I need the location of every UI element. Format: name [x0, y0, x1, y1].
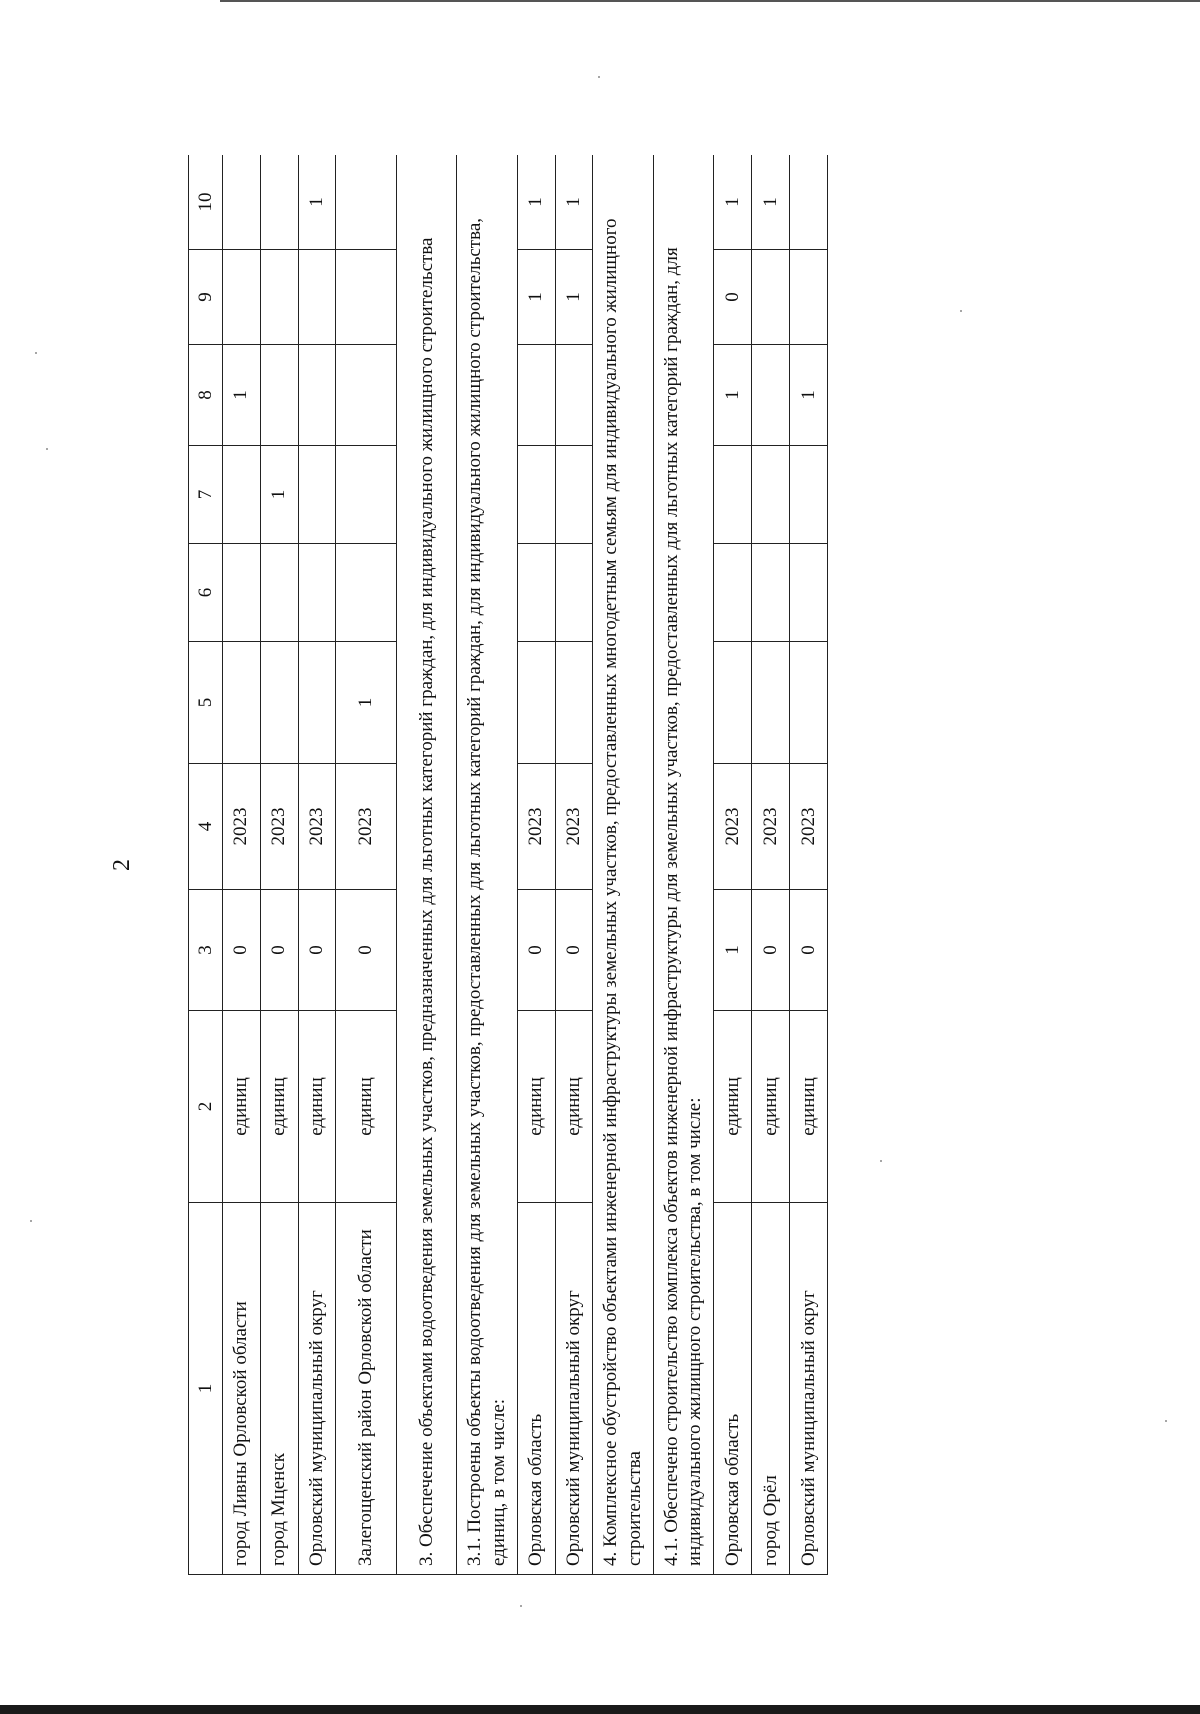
section-heading-4: 4. Комплексное обустройство объектами инженерной инфраструктуры земельных участков, предоставленных многодетным семьям для индивидуального жилищного строительства — [593, 155, 653, 1575]
scan-speck — [598, 76, 600, 78]
value-cell: 1 — [260, 446, 298, 544]
year-cell: 2023 — [517, 764, 555, 890]
header-cell: 5 — [189, 642, 223, 764]
value-cell: 1 — [517, 250, 555, 345]
value-cell — [714, 642, 752, 764]
year-cell: 2023 — [336, 764, 396, 890]
year-cell: 2023 — [260, 764, 298, 890]
value-cell — [260, 345, 298, 446]
year-cell: 2023 — [752, 764, 790, 890]
value-cell — [555, 446, 593, 544]
unit-cell: единиц — [260, 1011, 298, 1203]
unit-cell: единиц — [714, 1011, 752, 1203]
table-row — [336, 155, 396, 1575]
value-cell: 1 — [714, 890, 752, 1011]
unit-cell: единиц — [752, 1011, 790, 1203]
section-heading-3: 3. Обеспечение объектами водоотведения земельных участков, предназначенных для льготных категорий граждан, для индивидуального жилищного строительства — [396, 155, 456, 1575]
unit-cell: единиц — [789, 1011, 827, 1203]
value-cell — [517, 446, 555, 544]
value-cell — [555, 642, 593, 764]
value-cell — [260, 155, 298, 250]
value-cell — [336, 544, 396, 642]
scan-top-edge-line — [220, 0, 1200, 2]
unit-cell: единиц — [517, 1011, 555, 1203]
rotated-table-frame — [188, 155, 828, 1575]
scan-speck — [520, 1605, 522, 1607]
value-cell: 0 — [222, 890, 260, 1011]
value-cell — [222, 250, 260, 345]
table-row — [260, 155, 298, 1575]
table-row — [555, 155, 593, 1575]
scan-bottom-edge-band — [0, 1705, 1200, 1714]
value-cell — [752, 345, 790, 446]
value-cell — [789, 642, 827, 764]
section-heading-4-1: 4.1. Обеспечено строительство комплекса объектов инженерной инфраструктуры для земельных участков, предоставленных для льготных категорий граждан, для индивидуального жилищного строительства, в том числе: — [653, 155, 713, 1575]
data-table — [188, 155, 828, 1575]
value-cell — [555, 345, 593, 446]
value-cell — [298, 345, 336, 446]
value-cell — [714, 544, 752, 642]
value-cell — [222, 544, 260, 642]
scan-speck — [46, 448, 48, 450]
section-row — [593, 155, 653, 1575]
header-cell: 9 — [189, 250, 223, 345]
row-name-cell: Орловский муниципальный округ — [789, 1203, 827, 1575]
year-cell: 2023 — [714, 764, 752, 890]
scan-speck — [960, 310, 962, 312]
row-name-cell: Орловская область — [517, 1203, 555, 1575]
value-cell — [752, 250, 790, 345]
value-cell: 1 — [298, 155, 336, 250]
year-cell: 2023 — [555, 764, 593, 890]
table-header-row — [189, 155, 223, 1575]
year-cell: 2023 — [298, 764, 336, 890]
page-number: 2 — [108, 859, 135, 871]
value-cell — [789, 250, 827, 345]
unit-cell: единиц — [222, 1011, 260, 1203]
value-cell — [336, 446, 396, 544]
table-row — [298, 155, 336, 1575]
table-row — [714, 155, 752, 1575]
header-cell: 10 — [189, 155, 223, 250]
value-cell — [222, 446, 260, 544]
value-cell: 0 — [752, 890, 790, 1011]
value-cell: 1 — [714, 155, 752, 250]
value-cell — [517, 642, 555, 764]
scan-speck — [35, 352, 37, 354]
value-cell — [714, 446, 752, 544]
table-row — [789, 155, 827, 1575]
value-cell — [298, 642, 336, 764]
value-cell: 1 — [789, 345, 827, 446]
value-cell — [789, 446, 827, 544]
value-cell: 0 — [336, 890, 396, 1011]
section-row — [457, 155, 517, 1575]
row-name-cell: Орловская область — [714, 1203, 752, 1575]
value-cell: 1 — [714, 345, 752, 446]
value-cell: 0 — [714, 250, 752, 345]
section-heading-3-1: 3.1. Построены объекты водоотведения для земельных участков, предоставленных для льготных категорий граждан, для индивидуального жилищного строительства, единиц, в том числе: — [457, 155, 517, 1575]
header-cell: 1 — [189, 1203, 223, 1575]
section-row — [653, 155, 713, 1575]
table-row — [752, 155, 790, 1575]
value-cell: 1 — [555, 250, 593, 345]
value-cell: 1 — [555, 155, 593, 250]
value-cell — [260, 544, 298, 642]
value-cell: 1 — [752, 155, 790, 250]
value-cell: 1 — [336, 642, 396, 764]
header-cell: 3 — [189, 890, 223, 1011]
value-cell — [336, 345, 396, 446]
value-cell — [517, 345, 555, 446]
value-cell — [517, 544, 555, 642]
value-cell — [298, 250, 336, 345]
value-cell: 0 — [555, 890, 593, 1011]
value-cell — [336, 250, 396, 345]
value-cell — [298, 544, 336, 642]
row-name-cell: город Орёл — [752, 1203, 790, 1575]
value-cell: 0 — [789, 890, 827, 1011]
scan-speck — [30, 1220, 32, 1222]
value-cell — [789, 155, 827, 250]
year-cell: 2023 — [789, 764, 827, 890]
unit-cell: единиц — [555, 1011, 593, 1203]
value-cell — [336, 155, 396, 250]
row-name-cell: Орловский муниципальный округ — [555, 1203, 593, 1575]
header-cell: 8 — [189, 345, 223, 446]
section-row — [396, 155, 456, 1575]
value-cell: 0 — [260, 890, 298, 1011]
value-cell — [752, 642, 790, 764]
value-cell — [752, 446, 790, 544]
header-cell: 6 — [189, 544, 223, 642]
value-cell — [555, 544, 593, 642]
header-cell: 4 — [189, 764, 223, 890]
rotated-table-content — [188, 155, 828, 1575]
year-cell: 2023 — [222, 764, 260, 890]
row-name-cell: Орловский муниципальный округ — [298, 1203, 336, 1575]
value-cell: 0 — [517, 890, 555, 1011]
header-cell: 2 — [189, 1011, 223, 1203]
unit-cell: единиц — [336, 1011, 396, 1203]
row-name-cell: город Ливны Орловской области — [222, 1203, 260, 1575]
unit-cell: единиц — [298, 1011, 336, 1203]
table-row — [517, 155, 555, 1575]
value-cell: 0 — [298, 890, 336, 1011]
row-name-cell: город Мценск — [260, 1203, 298, 1575]
header-cell: 7 — [189, 446, 223, 544]
value-cell — [789, 544, 827, 642]
value-cell — [222, 642, 260, 764]
value-cell: 1 — [222, 345, 260, 446]
scan-speck — [1165, 1420, 1167, 1422]
value-cell — [260, 642, 298, 764]
value-cell — [260, 250, 298, 345]
value-cell — [298, 446, 336, 544]
value-cell: 1 — [517, 155, 555, 250]
scan-speck — [880, 1160, 882, 1162]
row-name-cell: Залегощенский район Орловской области — [336, 1203, 396, 1575]
table-row — [222, 155, 260, 1575]
value-cell — [222, 155, 260, 250]
value-cell — [752, 544, 790, 642]
